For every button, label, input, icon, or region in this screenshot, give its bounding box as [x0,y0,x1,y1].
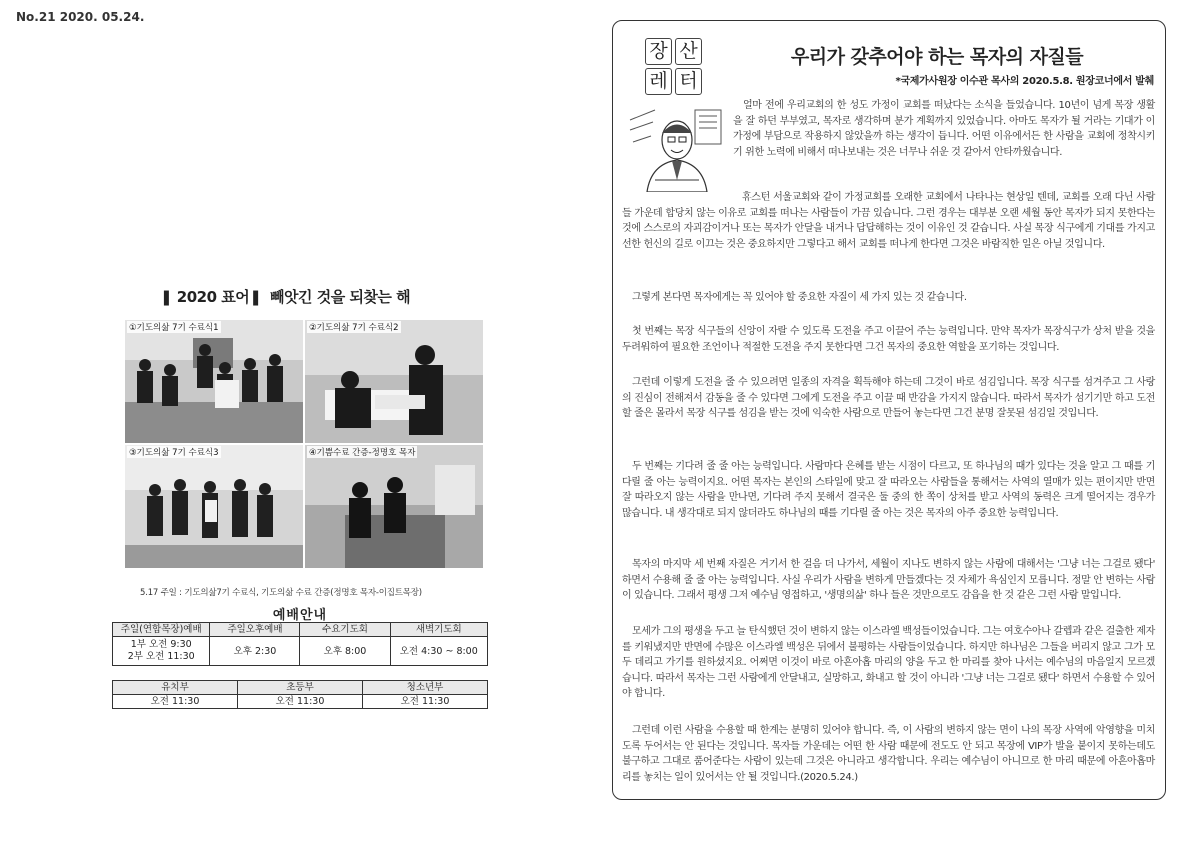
photo-caption-1: ①기도의삶 7기 수료식1 [129,323,219,333]
letter-paragraph-8: 모세가 그의 평생을 두고 늘 탄식했던 것이 변하지 않는 이스라엘 백성들이었습니다. 그는 여호수아나 갈렙과 같은 걸출한 제자를 키워냈지만 반면에 수많은 이스라엘 백성은 뒤에서 불평하는 사람들이었습니다. 하지만 하나님은 그들을 버리지 않고 그가 모두 데리고 가기를 원하셨지요. 어쩌면 이것이 바로 아흔아홉 마리의 양을 두고 한 마리를 찾아 나서는 예수님의 마음일지 모르겠습니다. 따라서 목자는 그런 사람에게 안달내고, 실망하고, 화내고 할 것이 아니라 '그냥 너는 그걸로 됐다' 하면서 수용할 수 있어야 합니다. [622,626,1155,699]
photo-caption-2: ②기도의삶 7기 수료식2 [309,323,399,333]
photo-graduation-3 [125,445,303,568]
header-sunday-service: 주일(연합목장)예배 [113,623,210,637]
wednesday-prayer-time: 오후 8:00 [300,637,390,666]
sunday-afternoon-time: 오후 2:30 [210,637,300,666]
header-sunday-afternoon: 주일오후예배 [210,623,300,637]
letter-paragraph-9: 그런데 이런 사람을 수용할 때 한계는 분명히 있어야 합니다. 즉, 이 사람의 변하지 않는 면이 나의 목장 사역에 악영향을 미치도록 두어서는 안 된다는 것입니다. 목자들 가운데는 어떤 한 사람 때문에 전도도 안 되고 목장에 VIP가 발을 붙이지 못하는데도 불구하고 그대로 품어준다는 사람이 있는데 그것은 아니라고 생각합니다. 우리는 예수님이 아니므로 한 마리 때문에 아흔아홉마리를 놓치는 일이 있어서는 안 될 것입니다.(2020.5.24.) [622,725,1155,783]
letter-paragraph-3: 그렇게 본다면 목자에게는 꼭 있어야 할 중요한 자질이 세 가지 있는 것 같습니다. [632,292,967,303]
motto-label: ❚ 2020 표어❚ [160,288,262,306]
worship-title: 예배안내 [272,608,328,623]
photo-graduation-1 [125,320,303,443]
elementary-time: 오전 11:30 [238,695,363,709]
photo-testimony [305,445,483,568]
worship-table-youth [112,680,488,709]
badge-char-2: 산 [675,38,702,65]
letter-paragraph-7: 목자의 마지막 세 번째 자질은 거기서 한 걸음 더 나가서, 세월이 지나도 변하지 않는 사람에 대해서는 '그냥 너는 그걸로 됐다' 하면서 수용해 줄 줄 아는 능력입니다. 사실 우리가 사람을 변하게 만들겠다는 것 자체가 욕심인지 모릅니다. 정말 안 변하는 사람이 있습니다. 그래서 평생 그저 예수님 영접하고, '생명의삶' 하나 들은 것만으로도 감읍을 한 것 같은 그런 사람 말입니다. [622,559,1155,601]
pastor-portrait-illustration [625,100,725,192]
motto-text: 빼앗긴 것을 되찾는 해 [270,288,411,306]
worship-table-adult [112,622,488,666]
letter-paragraph-1: 얼마 전에 우리교회의 한 성도 가정이 교회를 떠났다는 소식을 들었습니다. 10년이 넘게 목장 생활을 잘 하던 부부였고, 목자로 생각하며 분가 계획까지 있었습니다. 아마도 목자가 될 거라는 기대가 이 가정에 부담으로 작용하지 않았을까 하는 생각이 듭니다. 어떤 이유에서든 한 사람을 교회에 정착시키기 위한 노력에 비해서 떠나보내는 것은 너무나 쉬운 것 같아서 안타까웠습니다. [733,100,1155,158]
letter-title: 우리가 갖추어야 하는 목자의 자질들 [790,46,1084,68]
letter-paragraph-5: 그런데 이렇게 도전을 줄 수 있으려면 일종의 자격을 획득해야 하는데 그것이 바로 섬김입니다. 목장 식구를 섬겨주고 그 사랑의 진심이 전해져서 감동을 줄 수 있다면 그에게 도전을 주고 이끌 때 반감을 가지지 않습니다. 따라서 목자가 섬기기만 하고 도전 할 줄은 몰라서 목장 식구를 섬김을 받는 것에 익숙한 사람으로 만들어 놓는다면 그건 분명 잘못된 섬김일 것입니다. [622,377,1155,419]
badge-char-3: 레 [645,68,672,95]
badge-char-1: 장 [645,38,672,65]
letter-paragraph-6: 두 번째는 기다려 줄 줄 아는 능력입니다. 사람마다 은혜를 받는 시점이 다르고, 또 하나님의 때가 있다는 것을 알고 그 때를 기다릴 줄 아는 능력이지요. 어떤 목자는 본인의 스타일에 맞고 잘 따라오는 사람들을 통해서는 사역의 열매가 있는 편이지만 반면 잘 따라오지 않는 사람을 만나면, 기다려 주지 못해서 결국은 둘 중의 한 쪽이 상처를 받고 사역의 동력은 크게 떨어지는 경우가 많습니다. 내 생각대로 되지 않더라도 하나님의 때를 기다릴 줄 아는 것은 목자의 아주 중요한 능력입니다. [622,461,1155,519]
photo-caption-3: ③기도의삶 7기 수료식3 [129,448,219,458]
header-youth: 청소년부 [363,681,488,695]
photo-grid [125,320,483,570]
photo-graduation-2 [305,320,483,443]
church-motto [160,286,450,307]
sunday-service-times [113,637,210,666]
header-kindergarten: 유치부 [113,681,238,695]
header-wednesday-prayer: 수요기도회 [300,623,390,637]
header-dawn-prayer: 새벽기도회 [390,623,487,637]
first-service-time: 1부 오전 9:30 [130,639,192,650]
header-elementary: 초등부 [238,681,363,695]
worship-schedule [112,604,488,712]
second-service-time: 2부 오전 11:30 [127,651,195,662]
letter-paragraph-2: 휴스턴 서울교회와 같이 가정교회를 오래한 교회에서 나타나는 현상일 텐데, 교회를 오래 다닌 사람들 가운데 합당치 않는 이유로 교회를 떠나는 사람들이 가끔 있습니다. 그런 경우는 대부분 오랜 세월 동안 목자가 되지 못한다는 것에 스스로의 자괴감이거나 또는 목자가 안달을 내거나 답답해하는 것이 이유인 것 같습니다. 사실 목장 식구에게 기대를 가지고 선한 헌신의 길로 이끄는 것은 중요하지만 그렇다고 해서 교회를 떠나게 한다면 그것은 바람직한 일은 아닐 것입니다. [622,192,1155,250]
badge-char-4: 터 [675,68,702,95]
photo-description: 5.17 주일 : 기도의삶7기 수료식, 기도의삶 수료 간증(정명호 목자-이집트목장) [140,588,422,598]
dawn-prayer-time: 오전 4:30 ~ 8:00 [390,637,487,666]
issue-number: No.21 2020. 05.24. [16,10,145,24]
letter-source: *국제가사원장 이수관 목사의 2020.5.8. 원장코너에서 발췌 [895,76,1154,87]
kindergarten-time: 오전 11:30 [113,695,238,709]
youth-time: 오전 11:30 [363,695,488,709]
letter-paragraph-4: 첫 번째는 목장 식구들의 신앙이 자랄 수 있도록 도전을 주고 이끌어 주는 능력입니다. 만약 목자가 목장식구가 상처 받을 것을 두려워하여 필요한 조언이나 적절한 도전을 주지 못한다면 그건 목자의 중요한 역할을 포기하는 것입니다. [622,326,1155,353]
photo-caption-4: ④기쁨수료 간증-정명호 목자 [309,448,416,458]
